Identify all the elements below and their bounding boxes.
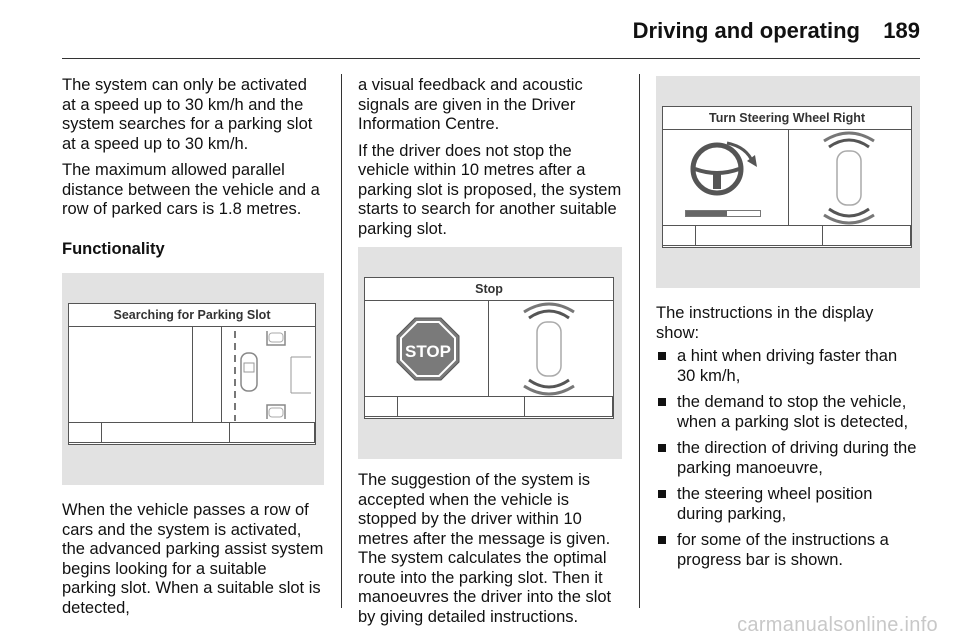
list-item: a hint when driving faster than 30 km/h, <box>656 347 920 386</box>
display-title: Turn Steering Wheel Right <box>663 107 911 130</box>
section-title: Driving and operating <box>632 18 860 43</box>
display-mid-panel <box>192 326 222 423</box>
paragraph: The suggestion of the system is accepted when the vehicle is stopped by the driver within 10 metres after the message is given. The system calculates the optimal route into the parking slot. Then it manoeuvres the driver into the slot by giving detailed instructions. <box>358 471 612 626</box>
page-number: 189 <box>883 18 920 43</box>
column-1 <box>62 76 324 625</box>
progress-bar-fill <box>686 211 727 216</box>
status-cell <box>397 396 525 417</box>
instruction-list <box>656 347 920 570</box>
figure-searching <box>62 273 324 485</box>
display-screen <box>662 106 912 248</box>
watermark[interactable]: carmanualsonline.info <box>737 614 938 636</box>
column-divider <box>639 74 640 608</box>
display-screen <box>68 303 316 445</box>
display-left-panel <box>68 326 193 423</box>
paragraph: The system can only be activated at a speed up to 30 km/h and the system searches for a parking slot at a speed up to 30 km/h. <box>62 76 313 153</box>
display-title: Searching for Parking Slot <box>69 304 315 327</box>
paragraph: a visual feedback and acoustic signals are given in the Driver Information Centre. <box>358 76 583 133</box>
status-cell <box>822 225 911 246</box>
status-cell <box>101 422 230 443</box>
paragraph: When the vehicle passes a row of cars and the system is activated, the advanced parking assist system begins looking for a suitable parking slot. When a suitable slot is detected, <box>62 501 324 617</box>
stop-sign-icon <box>395 316 461 382</box>
paragraph: If the driver does not stop the vehicle within 10 metres after a parking slot is proposed, the system starts to search for another suitable parking slot. <box>358 141 622 238</box>
status-cell <box>524 396 613 417</box>
bullet-icon <box>658 352 666 360</box>
display-title: Stop <box>365 278 613 301</box>
column-divider <box>341 74 342 608</box>
status-cell <box>695 225 823 246</box>
bullet-icon <box>658 490 666 498</box>
bullet-icon <box>658 398 666 406</box>
status-cell <box>229 422 315 443</box>
status-cell <box>662 225 696 246</box>
figure-stop <box>358 247 622 459</box>
column-2 <box>358 76 622 634</box>
paragraph: The instructions in the display show: <box>656 304 874 342</box>
status-cell <box>364 396 398 417</box>
progress-bar <box>685 210 761 217</box>
car-sensor-icon <box>799 131 899 225</box>
svg-text:STOP: STOP <box>405 342 451 361</box>
bullet-icon <box>658 444 666 452</box>
paragraph: The maximum allowed parallel distance between the vehicle and a row of parked cars is 1.8 metres. <box>62 161 320 218</box>
list-item: the demand to stop the vehicle, when a parking slot is detected, <box>656 393 920 432</box>
steering-wheel-icon <box>687 137 767 203</box>
list-item: the steering wheel position during parking, <box>656 485 920 524</box>
status-cell <box>68 422 102 443</box>
list-item: for some of the instructions a progress bar is shown. <box>656 531 920 570</box>
subheading: Functionality <box>62 239 165 258</box>
display-screen <box>364 277 614 419</box>
bullet-icon <box>658 536 666 544</box>
figure-steering <box>656 76 920 288</box>
list-item: the direction of driving during the parking manoeuvre, <box>656 439 920 478</box>
parking-slot-graphic <box>223 327 315 423</box>
column-3 <box>656 76 920 577</box>
car-sensor-icon <box>499 302 599 396</box>
page-header <box>62 0 920 59</box>
